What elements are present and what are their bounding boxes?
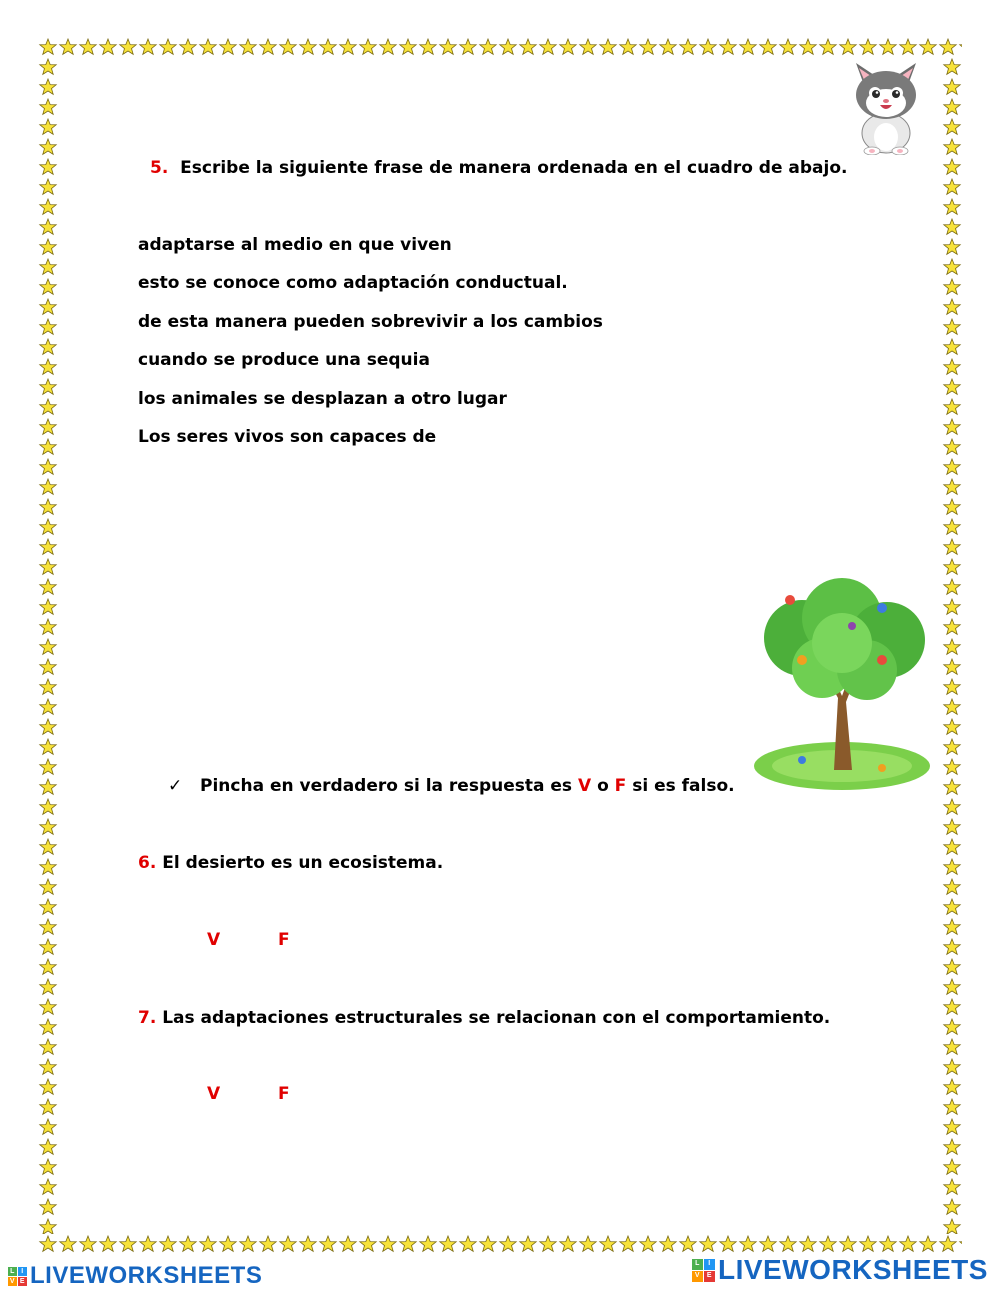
question-5-heading [150, 158, 848, 178]
question-6-option-false[interactable]: F [278, 930, 290, 950]
question-6-number: 6. [138, 853, 157, 873]
tf-instruction-v: V [577, 776, 592, 796]
tf-instruction-part1: Pincha en verdadero si la respuesta es [200, 776, 573, 796]
fragment-1: adaptarse al medio en que viven [138, 235, 452, 255]
fragment-2: esto se conoce como adaptación conductual. [138, 273, 568, 293]
logo-blocks-icon: L I V E [9, 1267, 26, 1285]
question-7-option-true[interactable]: V [207, 1084, 221, 1104]
tf-instruction-part2: si es falso. [632, 776, 735, 796]
star-border-left [38, 57, 58, 1234]
question-7 [138, 1008, 830, 1028]
logo-text-right: LIVEWORKSHEETS [718, 1254, 988, 1285]
logo-text-left: LIVEWORKSHEETS [30, 1262, 263, 1289]
liveworksheets-logo-left[interactable] [8, 1262, 262, 1290]
question-7-number: 7. [138, 1008, 157, 1028]
fragment-3: de esta manera pueden sobrevivir a los cambios [138, 312, 603, 332]
star-border-top [38, 37, 962, 57]
star-border-right [942, 57, 962, 1234]
cat-illustration [846, 55, 926, 155]
liveworksheets-logo-right[interactable] [692, 1254, 988, 1286]
tree-illustration [742, 578, 932, 798]
answer-box[interactable] [138, 470, 718, 740]
question-6 [138, 853, 443, 873]
fragment-4: cuando se produce una sequia [138, 350, 430, 370]
fragment-5: los animales se desplazan a otro lugar [138, 389, 507, 409]
logo-blocks-icon-right: L I V E [692, 1259, 715, 1282]
check-icon: ✓ [168, 776, 183, 796]
question-5-number: 5. [150, 158, 169, 178]
star-border-bottom [38, 1234, 962, 1254]
tf-instruction [168, 776, 735, 796]
question-7-text: Las adaptaciones estructurales se relacionan con el comportamiento. [162, 1008, 831, 1028]
question-6-text: El desierto es un ecosistema. [162, 853, 444, 873]
question-6-option-true[interactable]: V [207, 930, 221, 950]
fragment-6: Los seres vivos son capaces de [138, 427, 437, 447]
tf-instruction-o: o [597, 776, 609, 796]
question-7-option-false[interactable]: F [278, 1084, 290, 1104]
tf-instruction-f: F [614, 776, 627, 796]
question-5-instruction: Escribe la siguiente frase de manera ordenada en el cuadro de abajo. [180, 158, 848, 178]
